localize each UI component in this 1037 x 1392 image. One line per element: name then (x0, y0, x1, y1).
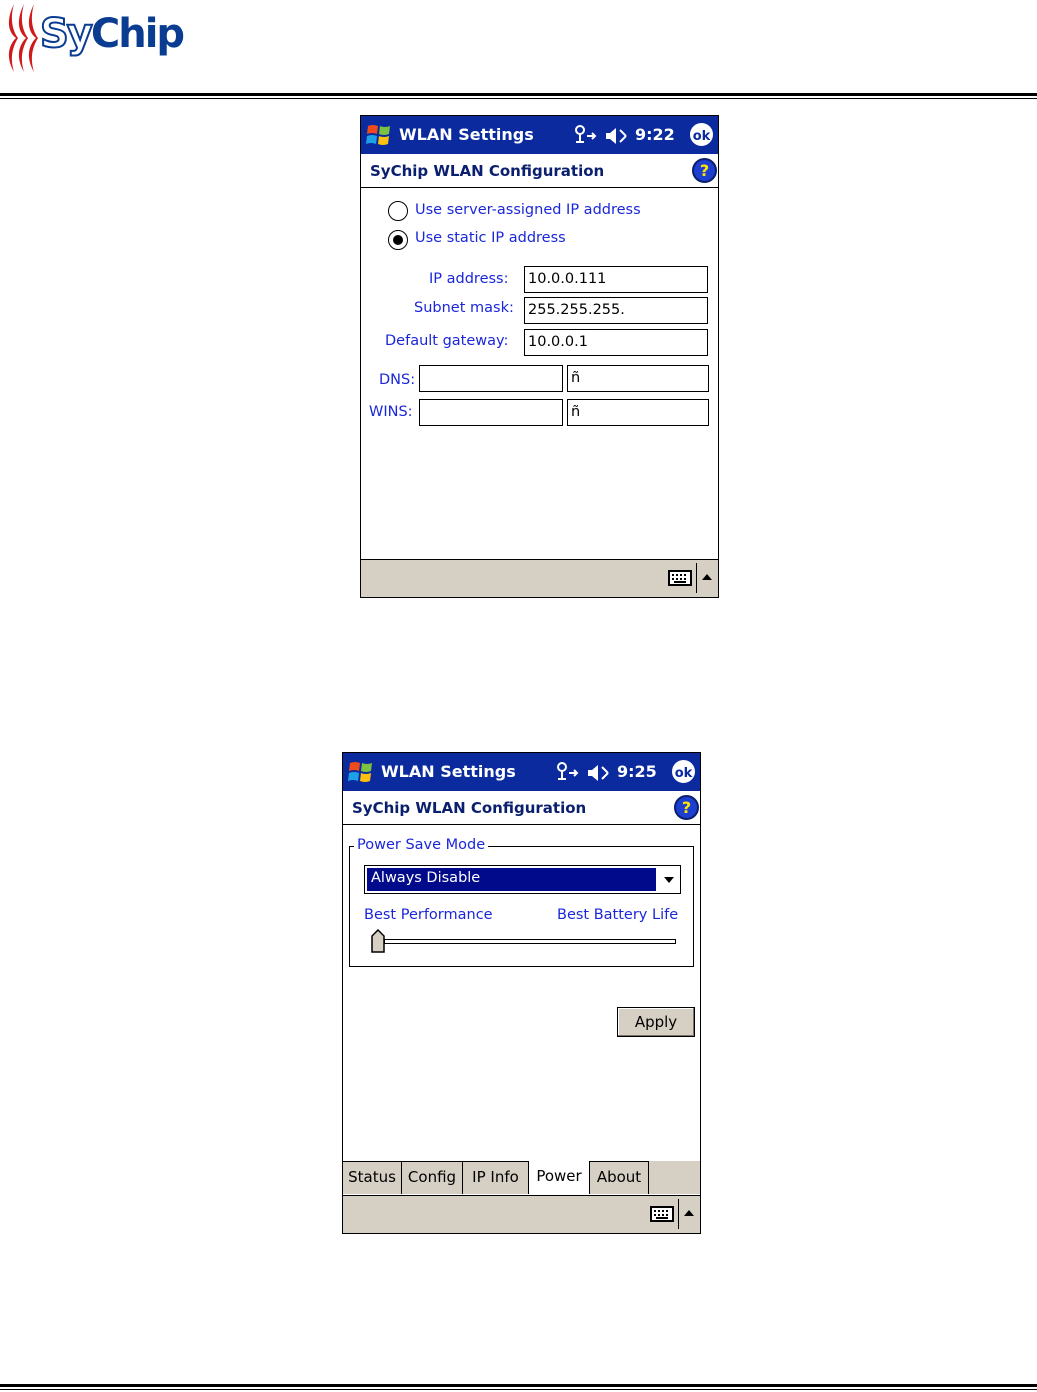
best-performance-label: Best Performance (364, 907, 493, 923)
tab-status[interactable]: Status (343, 1161, 402, 1194)
keyboard-icon[interactable] (668, 569, 692, 587)
volume-icon[interactable] (586, 762, 612, 784)
menu-divider (678, 1199, 679, 1229)
header-rule-thin (0, 98, 1037, 99)
config-header (343, 791, 700, 825)
dns-primary-field[interactable] (419, 365, 563, 392)
clock-time[interactable]: 9:25 (617, 762, 657, 781)
title-bar (343, 753, 700, 791)
device-screen-ip-settings (360, 115, 719, 598)
default-gateway-field[interactable]: 10.0.0.1 (524, 329, 708, 356)
config-title: SyChip WLAN Configuration (370, 162, 605, 180)
device-screen-power-settings (342, 752, 701, 1234)
footer-rule-thin (0, 1389, 1037, 1390)
bottom-menu-bar (343, 1195, 700, 1233)
clock-time[interactable]: 9:22 (635, 125, 675, 144)
sychip-logo (4, 2, 224, 74)
help-icon[interactable]: ? (692, 158, 717, 183)
title-bar (361, 116, 718, 154)
volume-icon[interactable] (604, 125, 630, 147)
footer-rule (0, 1384, 1037, 1387)
wins-label: WINS: (369, 404, 413, 420)
server-ip-radio[interactable] (388, 201, 408, 221)
ok-button[interactable]: ok (670, 758, 697, 785)
windows-start-icon[interactable] (365, 122, 393, 148)
dropdown-arrow-icon[interactable] (664, 877, 674, 883)
wins-primary-field[interactable] (419, 399, 563, 426)
tab-about[interactable]: About (590, 1161, 649, 1194)
wins-secondary-field[interactable]: ñ (567, 399, 709, 426)
ip-address-field[interactable]: 10.0.0.111 (524, 266, 708, 293)
bottom-menu-bar (361, 559, 718, 597)
server-ip-label[interactable]: Use server-assigned IP address (415, 202, 641, 218)
app-title: WLAN Settings (399, 125, 534, 144)
tab-config[interactable]: Config (402, 1161, 463, 1194)
static-ip-label[interactable]: Use static IP address (415, 230, 566, 246)
app-title: WLAN Settings (381, 762, 516, 781)
subnet-mask-field[interactable]: 255.255.255. (524, 297, 708, 324)
sip-arrow-up-icon[interactable] (702, 574, 712, 580)
tab-power[interactable]: Power (529, 1161, 590, 1194)
subnet-mask-label: Subnet mask: (414, 300, 514, 316)
keyboard-icon[interactable] (650, 1205, 674, 1223)
dns-label: DNS: (379, 372, 416, 388)
ip-address-label: IP address: (429, 271, 509, 287)
logo-chip: Chip (90, 11, 184, 57)
static-ip-radio[interactable] (388, 230, 408, 250)
default-gateway-label: Default gateway: (385, 333, 509, 349)
apply-button[interactable]: Apply (617, 1007, 695, 1037)
power-mode-selected[interactable]: Always Disable (367, 868, 656, 891)
dns-secondary-field[interactable]: ñ (567, 365, 709, 392)
ok-button[interactable]: ok (688, 121, 715, 148)
header-rule (0, 93, 1037, 96)
config-title: SyChip WLAN Configuration (352, 799, 587, 817)
windows-start-icon[interactable] (347, 759, 375, 785)
logo-wordmark (40, 8, 183, 60)
power-slider-track[interactable] (384, 939, 676, 944)
help-icon[interactable]: ? (674, 795, 699, 820)
logo-sy: Sy (40, 11, 91, 57)
connectivity-icon[interactable] (555, 761, 581, 783)
connectivity-icon[interactable] (573, 124, 599, 146)
best-battery-label: Best Battery Life (557, 907, 679, 923)
power-save-legend: Power Save Mode (354, 837, 488, 853)
config-header (361, 154, 718, 188)
tab-ip-info[interactable]: IP Info (463, 1161, 529, 1194)
power-slider-thumb[interactable] (371, 929, 385, 953)
menu-divider (696, 563, 697, 593)
power-mode-dropdown[interactable] (364, 865, 681, 894)
tab-strip (343, 1161, 700, 1194)
sip-arrow-up-icon[interactable] (684, 1210, 694, 1216)
